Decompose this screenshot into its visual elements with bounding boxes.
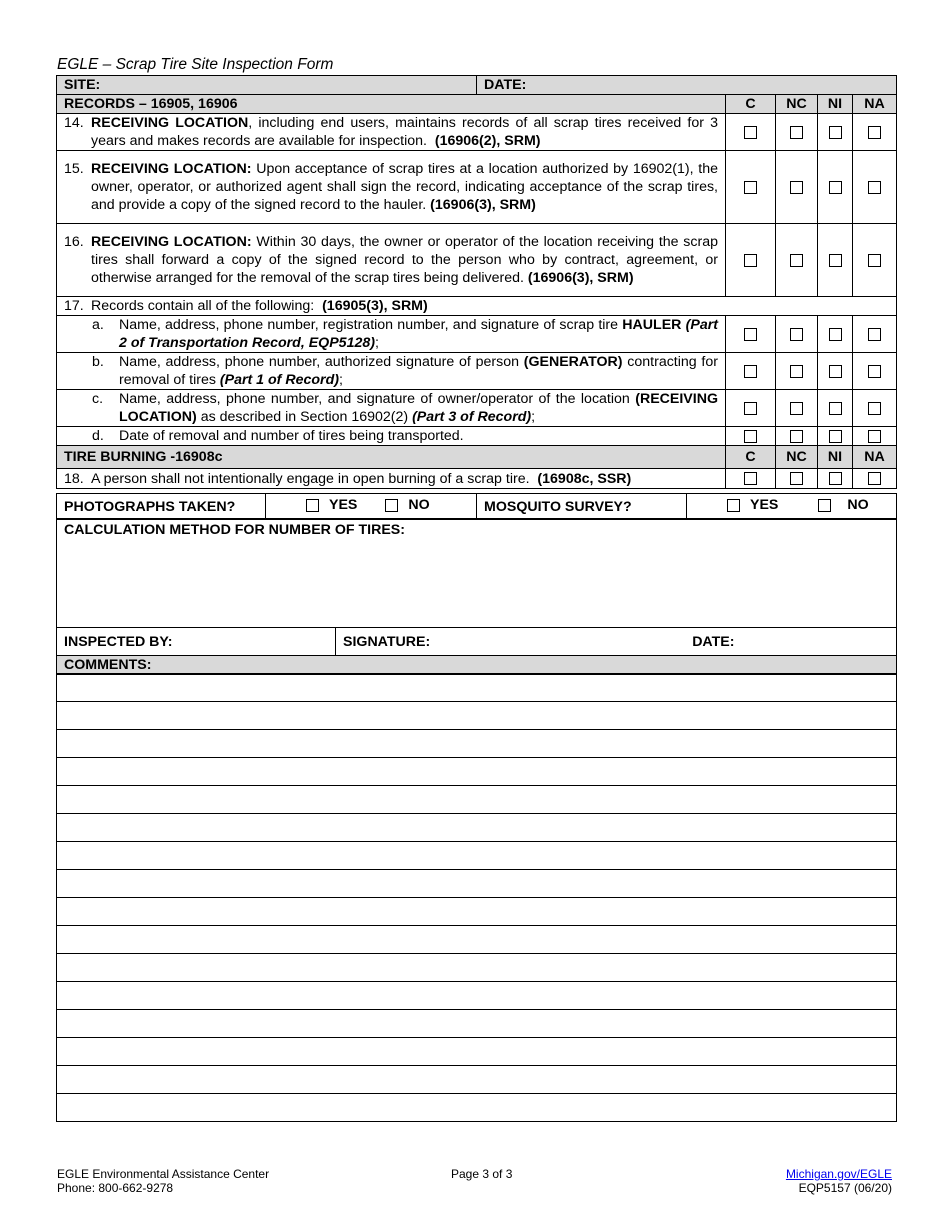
item-16-ni-checkbox[interactable] [829,254,842,267]
comment-line[interactable] [57,1066,897,1094]
comment-line[interactable] [57,730,897,758]
tire-burning-header-row [57,446,897,469]
item-14-c-checkbox[interactable] [744,126,757,139]
item-18-ni-checkbox[interactable] [829,472,842,485]
mosquito-survey-label: MOSQUITO SURVEY? [477,494,687,520]
comment-line[interactable] [57,842,897,870]
photos-no-option[interactable]: NO [385,496,429,514]
mosquito-yes-checkbox[interactable] [727,499,740,512]
records-section-title: RECORDS – 16905, 16906 [57,95,726,114]
comment-line[interactable] [57,814,897,842]
item-18-row [57,469,897,489]
item-18-text: 18. A person shall not intentionally engage in open burning of a scrap tire. (16908c, SSR) [64,470,632,487]
inspected-by-field[interactable] [57,628,336,656]
comment-line[interactable] [57,898,897,926]
item-17b-nc-checkbox[interactable] [790,365,803,378]
item-15-c-checkbox[interactable] [744,181,757,194]
item-14-nc-checkbox[interactable] [790,126,803,139]
records-header-row [57,95,897,114]
footer-phone: Phone: 800-662-9278 [57,1181,174,1195]
item-14-ni-checkbox[interactable] [829,126,842,139]
calculation-method-label: CALCULATION METHOD FOR NUMBER OF TIRES: [64,522,405,538]
item-14-row [57,114,897,151]
item-17b-row [57,353,897,390]
item-17c-c-checkbox[interactable] [744,402,757,415]
item-17b-c-checkbox[interactable] [744,365,757,378]
mosquito-no-option[interactable]: NO [818,496,868,514]
footer-contact [57,1167,269,1195]
col-header-c: C [726,95,776,114]
item-15-row [57,151,897,224]
item-16-c-checkbox[interactable] [744,254,757,267]
item-17d-na-checkbox[interactable] [868,430,881,443]
item-16-nc-checkbox[interactable] [790,254,803,267]
comment-line[interactable] [57,1010,897,1038]
col-header-nc: NC [776,95,818,114]
item-18-na-checkbox[interactable] [868,472,881,485]
site-label: SITE: [57,76,477,95]
item-17c-nc-checkbox[interactable] [790,402,803,415]
calculation-method-field[interactable] [57,519,897,628]
footer-right [786,1167,892,1195]
comment-line[interactable] [57,1094,897,1122]
item-17a-text: a. Name, address, phone number, registration number, and signature of scrap tire HAULER (Part 2 of Transportation Record, EQP5128); [92,317,718,351]
tb-col-header-na: NA [853,446,897,469]
calc-table [56,518,897,675]
michigan-egle-link[interactable]: Michigan.gov/EGLE [785,1167,892,1181]
item-18-c-checkbox[interactable] [744,472,757,485]
survey-table [56,493,897,520]
tb-col-header-ni: NI [818,446,853,469]
item-17d-nc-checkbox[interactable] [790,430,803,443]
item-17-row [57,297,897,316]
item-15-nc-checkbox[interactable] [790,181,803,194]
item-17c-text: c. Name, address, phone number, and signature of owner/operator of the location (RECEIVING LOCATION) as described in Section 16902(2) (Part 3 of Record); [92,391,718,425]
item-17a-nc-checkbox[interactable] [790,328,803,341]
item-17b-ni-checkbox[interactable] [829,365,842,378]
item-17b-na-checkbox[interactable] [868,365,881,378]
comment-line[interactable] [57,954,897,982]
item-17a-ni-checkbox[interactable] [829,328,842,341]
comment-line[interactable] [57,758,897,786]
signature-field[interactable] [336,628,897,656]
comments-area [56,673,897,1122]
comment-line[interactable] [57,870,897,898]
item-17b-text: b. Name, address, phone number, authorized signature of person (GENERATOR) contracting for removal of tires (Part 1 of Record); [92,354,718,388]
inspection-table [56,75,897,489]
item-16-row [57,224,897,297]
page-number: Page 3 of 3 [451,1167,513,1181]
item-14-text: 14. RECEIVING LOCATION, including end users, maintains records of all scrap tires received for 3 years and makes records are available for inspection. (16906(2), SRM) [64,115,718,149]
comments-label: COMMENTS: [57,656,897,675]
item-17-text: 17. Records contain all of the following: (16905(3), SRM) [64,298,428,314]
item-17a-c-checkbox[interactable] [744,328,757,341]
photos-yes-option[interactable]: YES [306,496,357,514]
comment-line[interactable] [57,1038,897,1066]
mosquito-no-checkbox[interactable] [818,499,831,512]
item-14-na-checkbox[interactable] [868,126,881,139]
item-17d-ni-checkbox[interactable] [829,430,842,443]
signature-label: SIGNATURE: [343,633,431,650]
tb-col-header-nc: NC [776,446,818,469]
item-18-nc-checkbox[interactable] [790,472,803,485]
photos-no-checkbox[interactable] [385,499,398,512]
comment-line[interactable] [57,786,897,814]
item-17d-row [57,427,897,446]
item-17a-row [57,316,897,353]
item-17c-ni-checkbox[interactable] [829,402,842,415]
col-header-ni: NI [818,95,853,114]
tire-burning-section-title: TIRE BURNING -16908c [57,446,726,469]
site-date-row [57,76,897,95]
item-17a-na-checkbox[interactable] [868,328,881,341]
inspection-date-label: DATE: [692,633,735,650]
item-15-text: 15. RECEIVING LOCATION: Upon acceptance of scrap tires at a location authorized by 16902(1), the owner, operator, or authorized agent shall sign the record, indicating acceptance of the scrap tires, and provide a copy of the signed record to the hauler. (16906(3), SRM) [64,161,718,213]
photographs-label: PHOTOGRAPHS TAKEN? [57,494,266,520]
date-label: DATE: [477,76,897,95]
item-15-na-checkbox[interactable] [868,181,881,194]
item-17d-c-checkbox[interactable] [744,430,757,443]
mosquito-yes-option[interactable]: YES [727,496,778,514]
photos-yes-checkbox[interactable] [306,499,319,512]
form-title: EGLE – Scrap Tire Site Inspection Form [57,56,334,73]
comment-line[interactable] [57,926,897,954]
item-16-text: 16. RECEIVING LOCATION: Within 30 days, the owner or operator of the location receiving the scrap tires shall forward a copy of the signed record to the person who by contract, agreement, or otherwise arranged for the removal of the scrap tires being delivered. (16906(3), SRM) [64,234,718,286]
item-17c-row [57,390,897,427]
col-header-na: NA [853,95,897,114]
form-number: EQP5157 (06/20) [798,1181,892,1195]
item-17c-na-checkbox[interactable] [868,402,881,415]
item-15-ni-checkbox[interactable] [829,181,842,194]
footer-org: EGLE Environmental Assistance Center [57,1167,270,1181]
inspected-by-label: INSPECTED BY: [64,633,173,650]
item-17d-text: d. Date of removal and number of tires being transported. [92,428,464,444]
comment-line[interactable] [57,674,897,702]
comment-line[interactable] [57,982,897,1010]
item-16-na-checkbox[interactable] [868,254,881,267]
tb-col-header-c: C [726,446,776,469]
comment-line[interactable] [57,702,897,730]
